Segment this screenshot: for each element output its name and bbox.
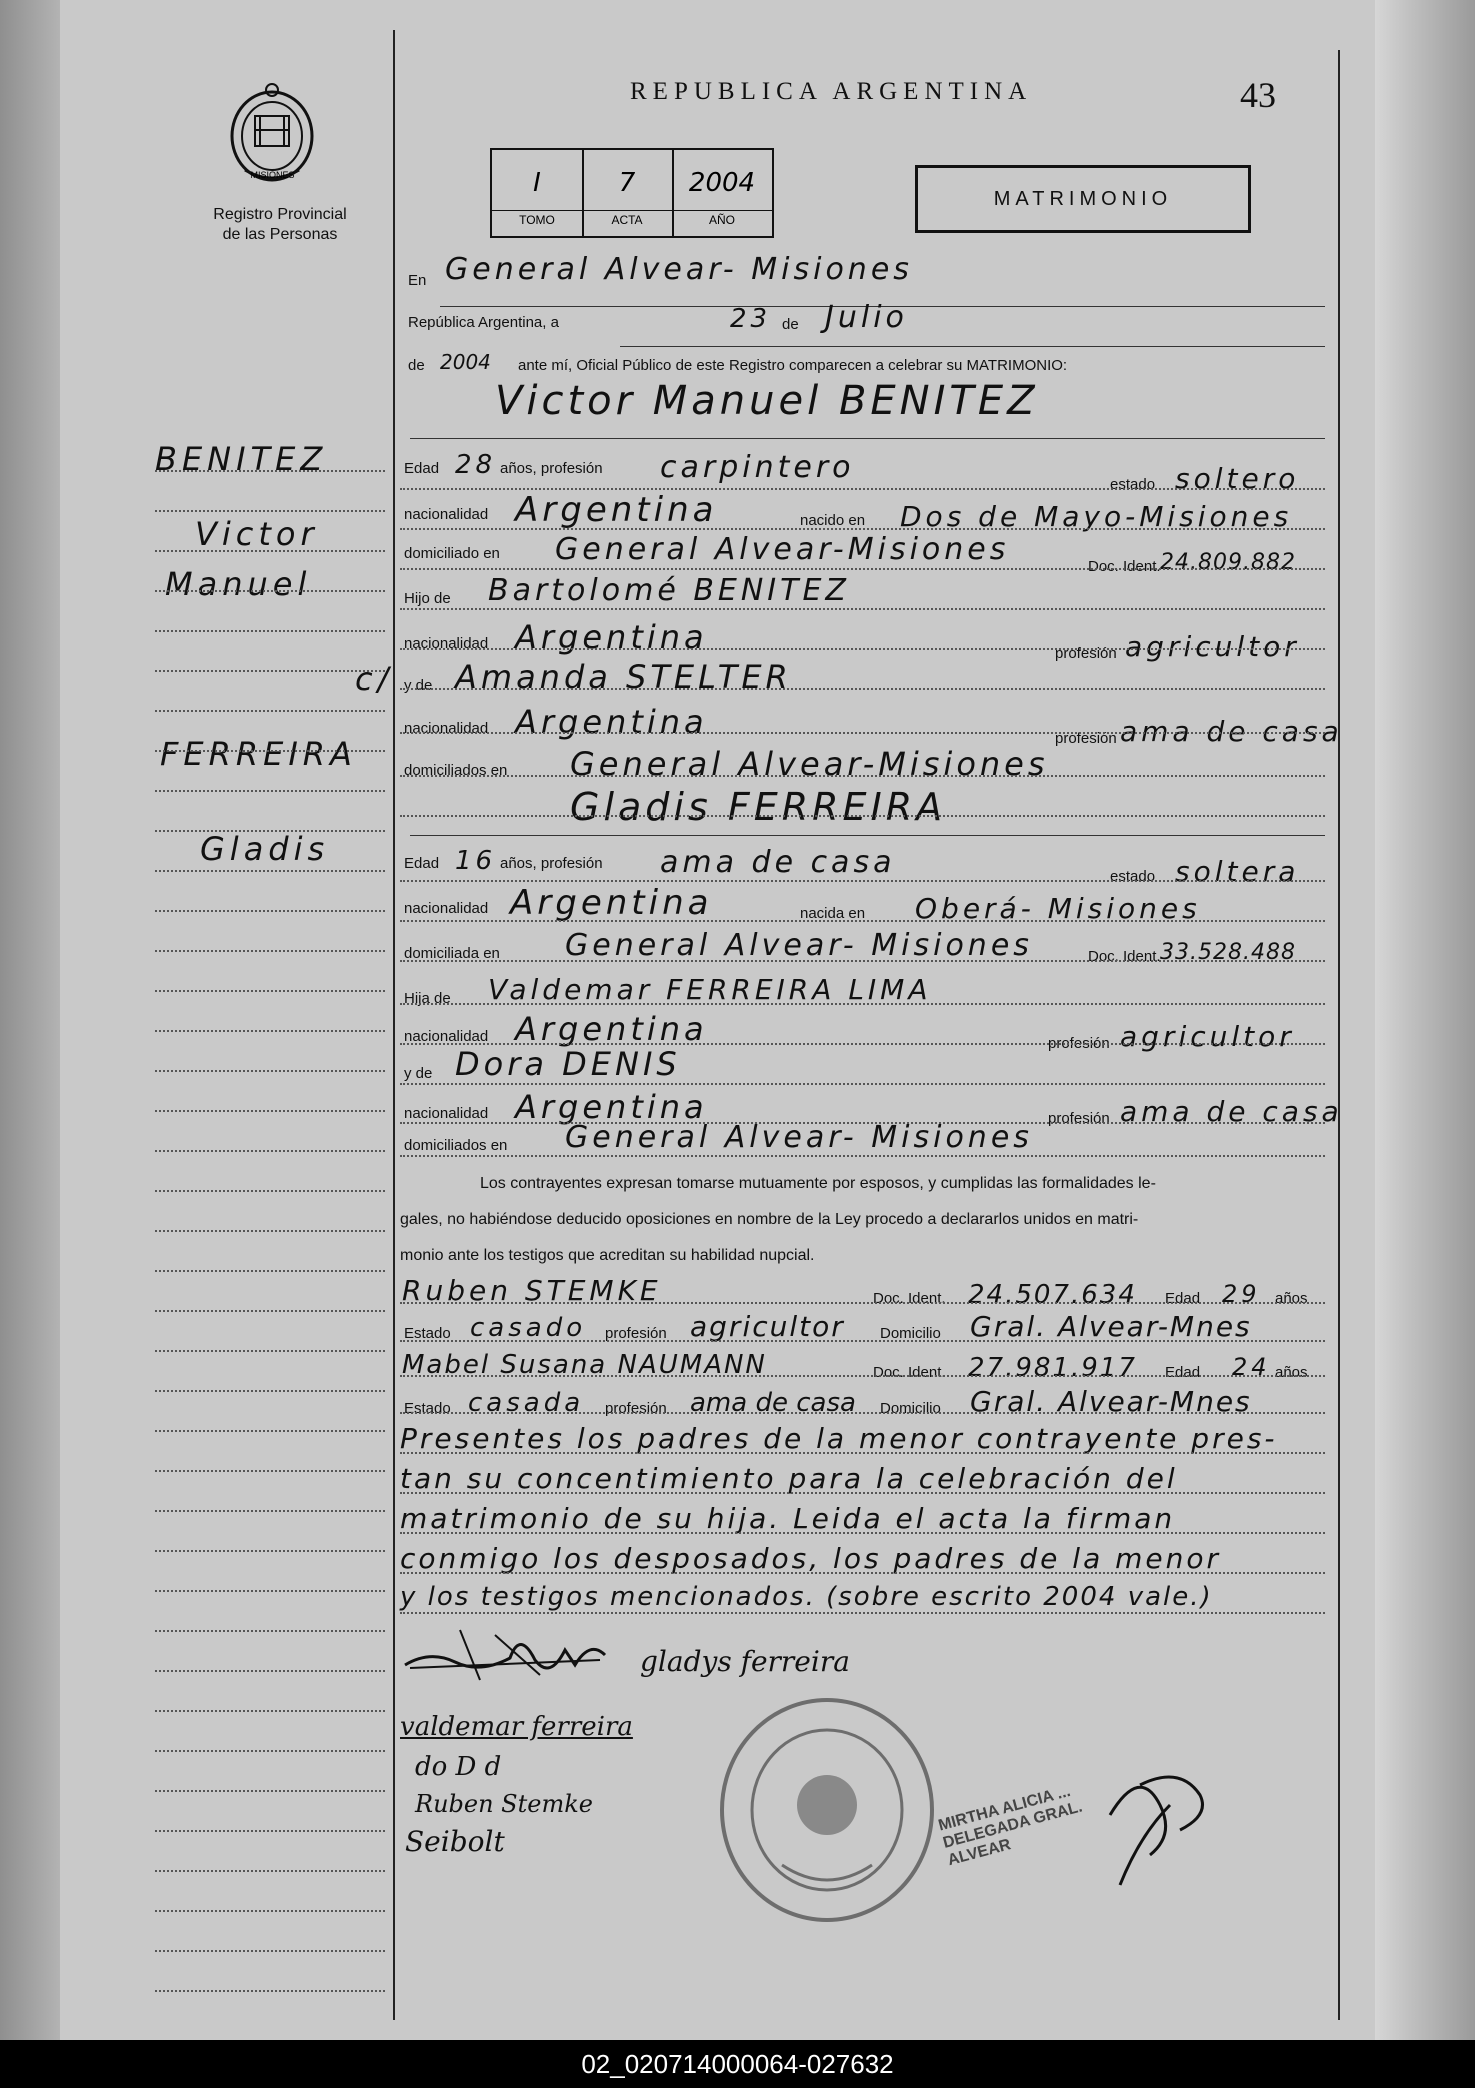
label-doc-ident-2: Doc. Ident. (1088, 948, 1161, 965)
book-left-edge (0, 0, 60, 2040)
image-id-footer: 02_020714000064-027632 (581, 2049, 894, 2079)
label-profesion: profesión (1055, 645, 1117, 662)
margin-ruled-line (155, 990, 385, 992)
column-divider (393, 30, 395, 2020)
groom-full-name: Victor Manuel BENITEZ (495, 378, 1039, 424)
label-de: de (782, 316, 799, 333)
margin-ruled-line (155, 1430, 385, 1432)
margin-ruled-line (155, 1030, 385, 1032)
groom-parents-domicile: General Alvear-Misiones (570, 745, 1049, 783)
witness2-age: 24 (1232, 1353, 1271, 1381)
groom-signature (400, 1620, 615, 1690)
body-ruled-line (400, 648, 1325, 650)
date-line (620, 346, 1325, 347)
body-ruled-line (400, 1340, 1325, 1342)
margin-ruled-line (155, 1590, 385, 1592)
margin-ruled-line (155, 550, 385, 552)
margin-ruled-line (155, 1670, 385, 1672)
body-ruled-line (400, 528, 1325, 530)
margin-ruled-line (155, 830, 385, 832)
label-anos: años (1275, 1290, 1308, 1307)
margin-ruled-line (155, 1270, 385, 1272)
margin-ruled-line (155, 1750, 385, 1752)
label-estado-3: Estado (404, 1325, 451, 1342)
legal-text-2: gales, no habiéndose deducido oposiciones en nombre de la Ley procedo a declararlos unidos en matri- (400, 1211, 1139, 1228)
margin-ruled-line (155, 750, 385, 752)
body-ruled-line (400, 568, 1325, 570)
groom-mother: Amanda STELTER (455, 658, 792, 696)
margin-ruled-line (155, 470, 385, 472)
right-border (1338, 50, 1340, 2020)
official-seal-icon (712, 1695, 942, 1925)
witness2-domicile: Gral. Alvear-Mnes (970, 1385, 1252, 1418)
witness2-profession: ama de casa (690, 1388, 856, 1418)
label-anos-profesion-2: años, profesión (500, 855, 603, 872)
acta-cell (582, 150, 674, 236)
margin-ruled-line (155, 1790, 385, 1792)
label-hija-de: Hija de (404, 990, 451, 1007)
margin-ruled-line (155, 1550, 385, 1552)
bride-mother-profession: ama de casa (1120, 1095, 1343, 1128)
label-domiciliados-en: domiciliados en (404, 762, 508, 779)
body-ruled-line (400, 1122, 1325, 1124)
label-nacionalidad-2: nacionalidad (404, 635, 489, 652)
body-ruled-line (400, 1003, 1325, 1005)
year: 2004 (440, 350, 491, 374)
label-profesion-4: profesión (1048, 1110, 1110, 1127)
margin-ruled-line (155, 1830, 385, 1832)
body-ruled-line (400, 1043, 1325, 1045)
bride-birthplace: Oberá- Misiones (915, 892, 1201, 925)
margin-bride-surname: FERREIRA (160, 735, 357, 773)
groom-domicile: General Alvear-Misiones (555, 532, 1010, 567)
label-republica: República Argentina, a (408, 314, 559, 331)
label-profesion-2: profesión (1055, 730, 1117, 747)
margin-groom-name2: Manuel (165, 565, 312, 603)
label-ante: ante mí, Oficial Público de este Registro comparecen a celebrar su MATRIMONIO: (518, 357, 1068, 374)
margin-ruled-line (155, 1150, 385, 1152)
label-profesion-3: profesión (1048, 1035, 1110, 1052)
label-anos-profesion: años, profesión (500, 460, 603, 477)
bride-domicile: General Alvear- Misiones (565, 928, 1033, 963)
margin-ruled-line (155, 1190, 385, 1192)
bride-nationality: Argentina (510, 883, 713, 923)
ano-cell (672, 150, 772, 236)
margin-ruled-line (155, 1110, 385, 1112)
label-profesion-5: profesión (605, 1325, 667, 1342)
margin-ruled-line (155, 1870, 385, 1872)
margin-ruled-line (155, 1230, 385, 1232)
margin-ruled-line (155, 1350, 385, 1352)
body-ruled-line (400, 608, 1325, 610)
body-ruled-line (400, 1375, 1325, 1377)
body-ruled-line (400, 688, 1325, 690)
witness1-profession: agricultor (690, 1310, 845, 1343)
witness1-name: Ruben STEMKE (402, 1274, 662, 1307)
margin-ruled-line (155, 1390, 385, 1392)
notes-line-5: y los testigos mencionados. (sobre escrito 2004 vale.) (400, 1582, 1213, 1612)
body-ruled-line (400, 1452, 1325, 1454)
record-number-box (490, 148, 774, 238)
groom-mother-profession: ama de casa (1120, 715, 1343, 748)
witness1-domicile: Gral. Alvear-Mnes (970, 1310, 1252, 1343)
book-right-edge (1375, 0, 1475, 2040)
label-doc-ident-3: Doc. Ident. (873, 1290, 946, 1307)
groom-age: 28 (455, 450, 497, 480)
groom-father-nationality: Argentina (515, 618, 708, 656)
month: Julio (825, 300, 908, 335)
body-ruled-line (400, 960, 1325, 962)
bride-mother-nationality: Argentina (515, 1088, 708, 1126)
margin-ruled-line (155, 790, 385, 792)
margin-ruled-line (155, 590, 385, 592)
body-ruled-line (400, 1155, 1325, 1157)
day: 23 (730, 304, 772, 334)
label-edad-2: Edad (404, 855, 440, 872)
margin-ruled-line (155, 1470, 385, 1472)
document-title: REPUBLICA ARGENTINA (630, 78, 1033, 105)
registry-line-1: Registro Provincial (213, 206, 347, 223)
witness2-name: Mabel Susana NAUMANN (402, 1350, 767, 1380)
legal-text-1: Los contrayentes expresan tomarse mutuamente por esposos, y cumplidas las formalidades le- (480, 1175, 1156, 1192)
bride-parents-domicile: General Alvear- Misiones (565, 1120, 1033, 1155)
margin-ruled-line (155, 1070, 385, 1072)
body-ruled-line (400, 880, 1325, 882)
bride-father-profession: agricultor (1120, 1020, 1295, 1053)
margin-ruled-line (155, 1990, 385, 1992)
body-ruled-line (400, 732, 1325, 734)
notes-line-3: matrimonio de su hija. Leida el acta la firman (400, 1502, 1176, 1535)
label-domiciliada-en: domiciliada en (404, 945, 500, 962)
bride-status: soltera (1175, 855, 1300, 888)
body-ruled-line (400, 920, 1325, 922)
body-ruled-line (400, 1412, 1325, 1414)
label-hijo-de: Hijo de (404, 590, 451, 607)
label-domiciliados-en-2: domiciliados en (404, 1137, 508, 1154)
label-edad: Edad (404, 460, 440, 477)
official-stamp-text: MIRTHA ALICIA ... DELEGADA GRAL. ALVEAR (936, 1782, 1085, 1870)
body-ruled-line (400, 1532, 1325, 1534)
groom-status: soltero (1175, 462, 1300, 495)
bride-name-line (410, 835, 1325, 836)
margin-ruled-line (155, 630, 385, 632)
margin-ruled-line (155, 1910, 385, 1912)
label-nacionalidad-4: nacionalidad (404, 900, 489, 917)
page-number: 43 (1240, 75, 1276, 115)
body-ruled-line (400, 1492, 1325, 1494)
legal-text-3: monio ante los testigos que acreditan su habilidad nupcial. (400, 1247, 815, 1264)
label-domicilio-2: Domicilio (880, 1400, 941, 1417)
groom-father-profession: agricultor (1125, 630, 1300, 663)
body-ruled-line (400, 775, 1325, 777)
bride-father-signature: valdemar ferreira (400, 1712, 633, 1742)
label-domiciliado-en: domiciliado en (404, 545, 500, 562)
margin-ruled-line (155, 1950, 385, 1952)
label-doc-ident-4: Doc. Ident. (873, 1364, 946, 1381)
margin-ruled-line (155, 1310, 385, 1312)
label-y-de-2: y de (404, 1065, 433, 1082)
acta-value: 7 (618, 168, 636, 198)
witness1-status: casado (470, 1313, 587, 1343)
label-estado-4: Estado (404, 1400, 451, 1417)
groom-doc: 24.809.882 (1160, 550, 1296, 575)
witness1-age: 29 (1222, 1280, 1261, 1308)
body-ruled-line (400, 1612, 1325, 1614)
margin-ruled-line (155, 670, 385, 672)
label-nacido-en: nacido en (800, 512, 866, 529)
place: General Alvear- Misiones (445, 252, 913, 287)
notes-line-4: conmigo los desposados, los padres de la menor (400, 1542, 1222, 1575)
groom-profession: carpintero (660, 450, 855, 485)
margin-bride-name: Gladis (200, 830, 330, 868)
margin-ruled-line (155, 1510, 385, 1512)
witness1-doc: 24.507.634 (968, 1280, 1137, 1310)
tomo-value: I (533, 168, 541, 198)
groom-father: Bartolomé BENITEZ (488, 573, 850, 608)
margin-ruled-line (155, 1630, 385, 1632)
body-ruled-line (400, 815, 1325, 817)
label-y-de: y de (404, 677, 433, 694)
margin-groom-name1: Victor (195, 515, 319, 553)
crest-text: MISIONES (250, 170, 295, 180)
notes-line-1: Presentes los padres de la menor contrayente pres- (400, 1422, 1278, 1455)
body-ruled-line (400, 488, 1325, 490)
margin-ruled-line (155, 950, 385, 952)
label-nacionalidad: nacionalidad (404, 506, 489, 523)
groom-birthplace: Dos de Mayo-Misiones (900, 500, 1293, 533)
bride-father: Valdemar FERREIRA LIMA (488, 973, 932, 1006)
label-anos-2: años (1275, 1364, 1308, 1381)
body-ruled-line (400, 1083, 1325, 1085)
bride-mother-signature: do D d (415, 1752, 502, 1782)
margin-connector: c/ (355, 660, 394, 698)
margin-ruled-line (155, 510, 385, 512)
witness2-status: casada (468, 1388, 585, 1418)
ano-value: 2004 (688, 168, 756, 198)
witness2-doc: 27.981.917 (968, 1353, 1137, 1383)
acta-label: ACTA (582, 210, 672, 227)
label-edad-3: Edad (1165, 1290, 1201, 1307)
groom-mother-nationality: Argentina (515, 703, 708, 741)
notes-line-2: tan su concentimiento para la celebración del (400, 1462, 1178, 1495)
groom-name-line (410, 438, 1325, 439)
registry-line-2: de las Personas (222, 226, 338, 243)
bride-full-name: Gladis FERREIRA (570, 785, 947, 829)
label-de-year: de (408, 357, 425, 374)
witness1-signature: Ruben Stemke (415, 1790, 593, 1818)
label-nacida-en: nacida en (800, 905, 866, 922)
bride-age: 16 (455, 846, 497, 876)
label-nacionalidad-3: nacionalidad (404, 720, 489, 737)
ano-label: AÑO (672, 210, 772, 227)
margin-ruled-line (155, 710, 385, 712)
bride-doc: 33.528.488 (1160, 940, 1296, 965)
bride-father-nationality: Argentina (515, 1010, 708, 1048)
label-profesion-6: profesión (605, 1400, 667, 1417)
body-ruled-line (400, 1302, 1325, 1304)
groom-nationality: Argentina (515, 490, 718, 530)
label-en: En (408, 272, 427, 289)
official-signature (1080, 1745, 1230, 1895)
label-estado: estado (1110, 476, 1156, 493)
bride-mother: Dora DENIS (455, 1045, 681, 1083)
margin-ruled-line (155, 1710, 385, 1712)
label-nacionalidad-6: nacionalidad (404, 1105, 489, 1122)
label-domicilio: Domicilio (880, 1325, 941, 1342)
tomo-cell (492, 150, 584, 236)
label-nacionalidad-5: nacionalidad (404, 1028, 489, 1045)
bride-profession: ama de casa (660, 845, 896, 880)
margin-groom-surname: BENITEZ (155, 440, 328, 478)
tomo-label: TOMO (492, 210, 582, 227)
registry-name (175, 205, 385, 245)
witness2-signature: Seibolt (405, 1825, 505, 1858)
record-type: MATRIMONIO (915, 165, 1251, 233)
label-edad-4: Edad (1165, 1364, 1201, 1381)
margin-ruled-line (155, 870, 385, 872)
bride-signature: gladys ferreira (640, 1645, 850, 1678)
body-ruled-line (400, 1572, 1325, 1574)
margin-ruled-line (155, 910, 385, 912)
label-doc-ident: Doc. Ident. (1088, 558, 1161, 575)
label-estado-2: estado (1110, 868, 1156, 885)
